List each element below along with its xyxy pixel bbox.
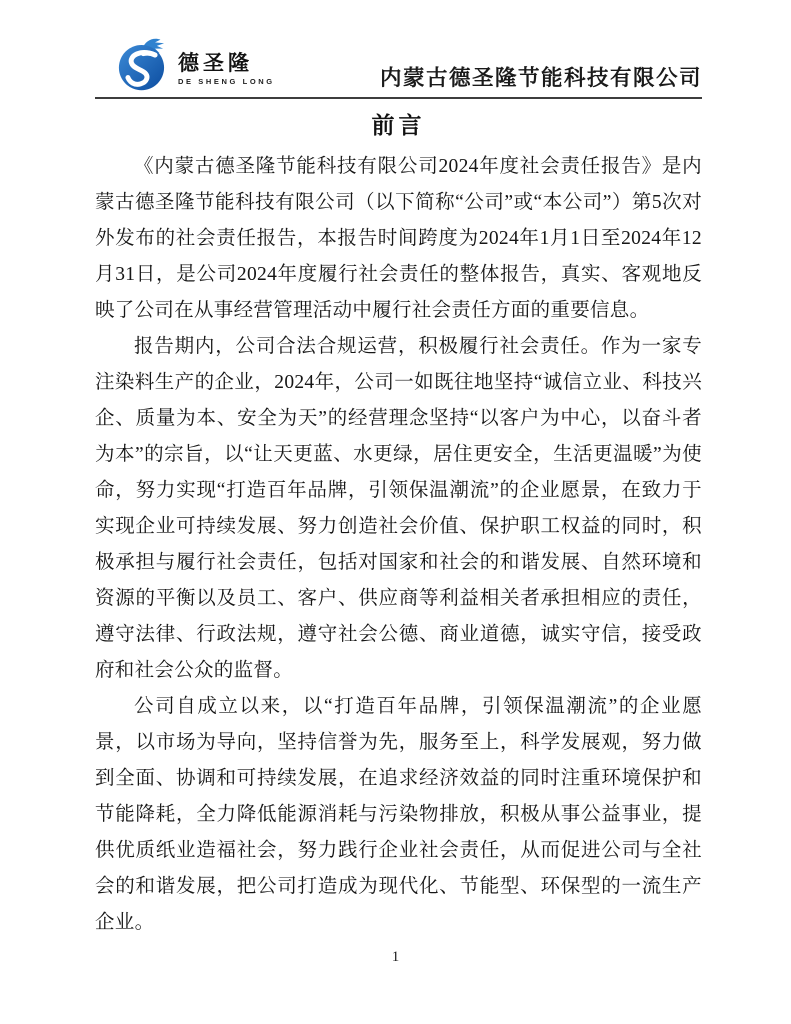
paragraph: 《内蒙古德圣隆节能科技有限公司2024年度社会责任报告》是内蒙古德圣隆节能科技有限公司（以下简称“公司”或“本公司”）第5次对外发布的社会责任报告，本报告时间跨度为2024年1月1日至2024年12月31日，是公司2024年度履行社会责任的整体报告，真实、客观地反映了公司在从事经营管理活动中履行社会责任方面的重要信息。 [95, 156, 702, 321]
logo-name-cn: 德圣隆 [178, 51, 253, 75]
dragon-swirl-logo-icon [117, 36, 175, 92]
company-logo [117, 36, 275, 92]
page-number: 1 [391, 949, 400, 965]
paragraph: 报告期内，公司合法合规运营，积极履行社会责任。作为一家专注染料生产的企业，2024年，公司一如既往地坚持“诚信立业、科技兴企、质量为本、安全为天”的经营理念坚持“以客户为中心，以奋斗者为本”的宗旨，以“让天更蓝、水更绿，居住更安全，生活更温暖”为使命，努力实现“打造百年品牌，引领保温潮流”的企业愿景，在致力于实现企业可持续发展、努力创造社会价值、保护职工权益的同时，积极承担与履行社会责任，包括对国家和社会的和谐发展、自然环境和资源的平衡以及员工、客户、供应商等利益相关者承担相应的责任，遵守法律、行政法规，遵守社会公德、商业道德，诚实守信，接受政府和社会公众的监督。 [95, 336, 702, 681]
document-body [95, 149, 702, 941]
page-content [95, 0, 702, 941]
page-title: 前言 [371, 113, 426, 138]
company-name: 内蒙古德圣隆节能科技有限公司 [379, 66, 702, 91]
paragraph: 公司自成立以来，以“打造百年品牌，引领保温潮流”的企业愿景，以市场为导向，坚持信誉为先，服务至上，科学发展观，努力做到全面、协调和可持续发展，在追求经济效益的同时注重环境保护和节能降耗，全力降低能源消耗与污染物排放，积极从事公益事业，提供优质纸业造福社会，努力践行企业社会责任，从而促进公司与全社会的和谐发展，把公司打造成为现代化、节能型、环保型的一流生产企业。 [95, 696, 702, 933]
logo-name-en: DE SHENG LONG [178, 76, 275, 86]
logo-text [178, 53, 275, 86]
page-header [95, 36, 702, 99]
